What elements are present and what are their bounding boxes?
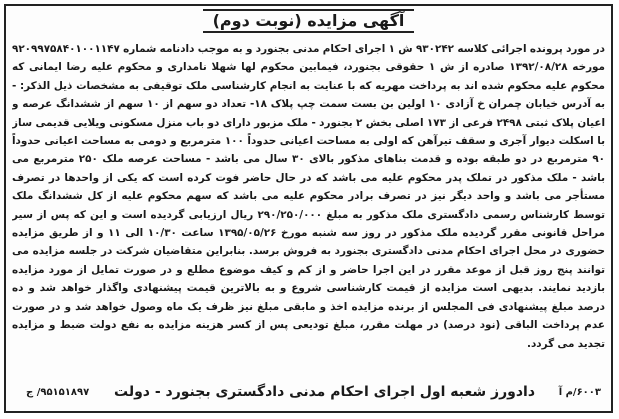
notice-code-left: ۹۵۱۵۱۸۹۷/ ج xyxy=(26,387,90,398)
notice-signature: دادورز شعبه اول اجرای احکام مدنی دادگستری بجنورد - دولت xyxy=(114,384,535,400)
notice-title-text: آگهی مزایده (نوبت دوم) xyxy=(203,9,415,33)
notice-footer xyxy=(12,381,605,403)
notice-body: در مورد پرونده اجرائی کلاسه ۹۳۰۲۴۲ ش ۱ اجرای احکام مدنی بجنورد و به موجب دادنامه شماره ۹۲۰۹۹۷۵۸۴۰۱۰۰۱۱۴۷ مورخه ۱۳۹۲/۰۸/۲۸ صادره از ش ۱ حقوقی بجنورد، فیمابین محکوم لها شهلا نامداری و محکوم علیه رضا ایمانی که محکوم علیه محکوم شده اند به پرداخت مهریه که با عنایت به انجام کارشناسی ملک توقیفی به مشخصات ذیل الذکر: - به آدرس خیابان چمران خ آزادی ۱۰ اولین بن بست سمت چپ پلاک ۱۸- تعداد دو سهم از ۱۰ سهم از ششدانگ عرصه و اعیان پلاک ثبتی ۲۴۹۸ فرعی از ۱۷۳ اصلی بخش ۲ بجنورد - ملک مزبور دارای دو باب منزل مسکونی ویلایی قدیمی ساز با اسکلت دیوار آجری و سقف تیرآهن که اولی به مساحت اعیانی حدوداً ۱۰۰ مترمربع و دومی به مساحت اعیانی حدوداً ۹۰ مترمربع در دو طبقه بوده و قدمت بناهای مذکور بالای ۳۰ سال می باشد - مساحت عرصه ملک ۲۵۰ مترمربع می باشد - ملک مذکور در تملک پدر محکوم علیه می باشد که در حال حاضر فوت کرده است که یکی از واحدها در تصرف مستأجر می باشد و واحد دیگر نیز در تصرف برادر محکوم علیه می باشد که سهم محکوم علیه از کل ششدانگ ملک توسط کارشناس رسمی دادگستری ملک مذکور به مبلغ ۲۹۰/۲۵۰/۰۰۰ ریال ارزیابی گردیده است و این که پس از سیر مراحل قانونی مقرر گردیده ملک مذکور در روز سه شنبه مورخ ۱۳۹۵/۰۵/۲۶ ساعت ۱۰/۳۰ الی ۱۱ و از طریق مزایده حضوری در محل اجرای احکام مدنی دادگستری بجنورد به فروش برسد. بنابراین متقاضیان شرکت در جلسه مزایده می توانند پنج روز قبل از موعد مقرر در این اجرا حاضر و از کم و کیف موضوع مطلع و در صورت تمایل از مورد مزایده بازدید نمایند. بدیهی است مزایده از قیمت کارشناسی شروع و به بالاترین قیمت پیشنهادی واگذار خواهد شد و ده درصد مبلغ پیشنهادی فی المجلس از برنده مزایده اخذ و مابقی مبلغ نیز ظرف یک ماه وصول خواهد شد و در صورت عدم پرداخت الباقی (نود درصد) در مهلت مقرر، مبلغ تودیعی پس از کسر هزینه مزایده به نفع دولت ضبط و مزایده تجدید می گردد. xyxy=(12,43,605,350)
notice-frame xyxy=(4,4,613,413)
notice-title xyxy=(6,9,611,33)
notice-code-right: ۶۰۰۳/م آ xyxy=(558,387,601,398)
